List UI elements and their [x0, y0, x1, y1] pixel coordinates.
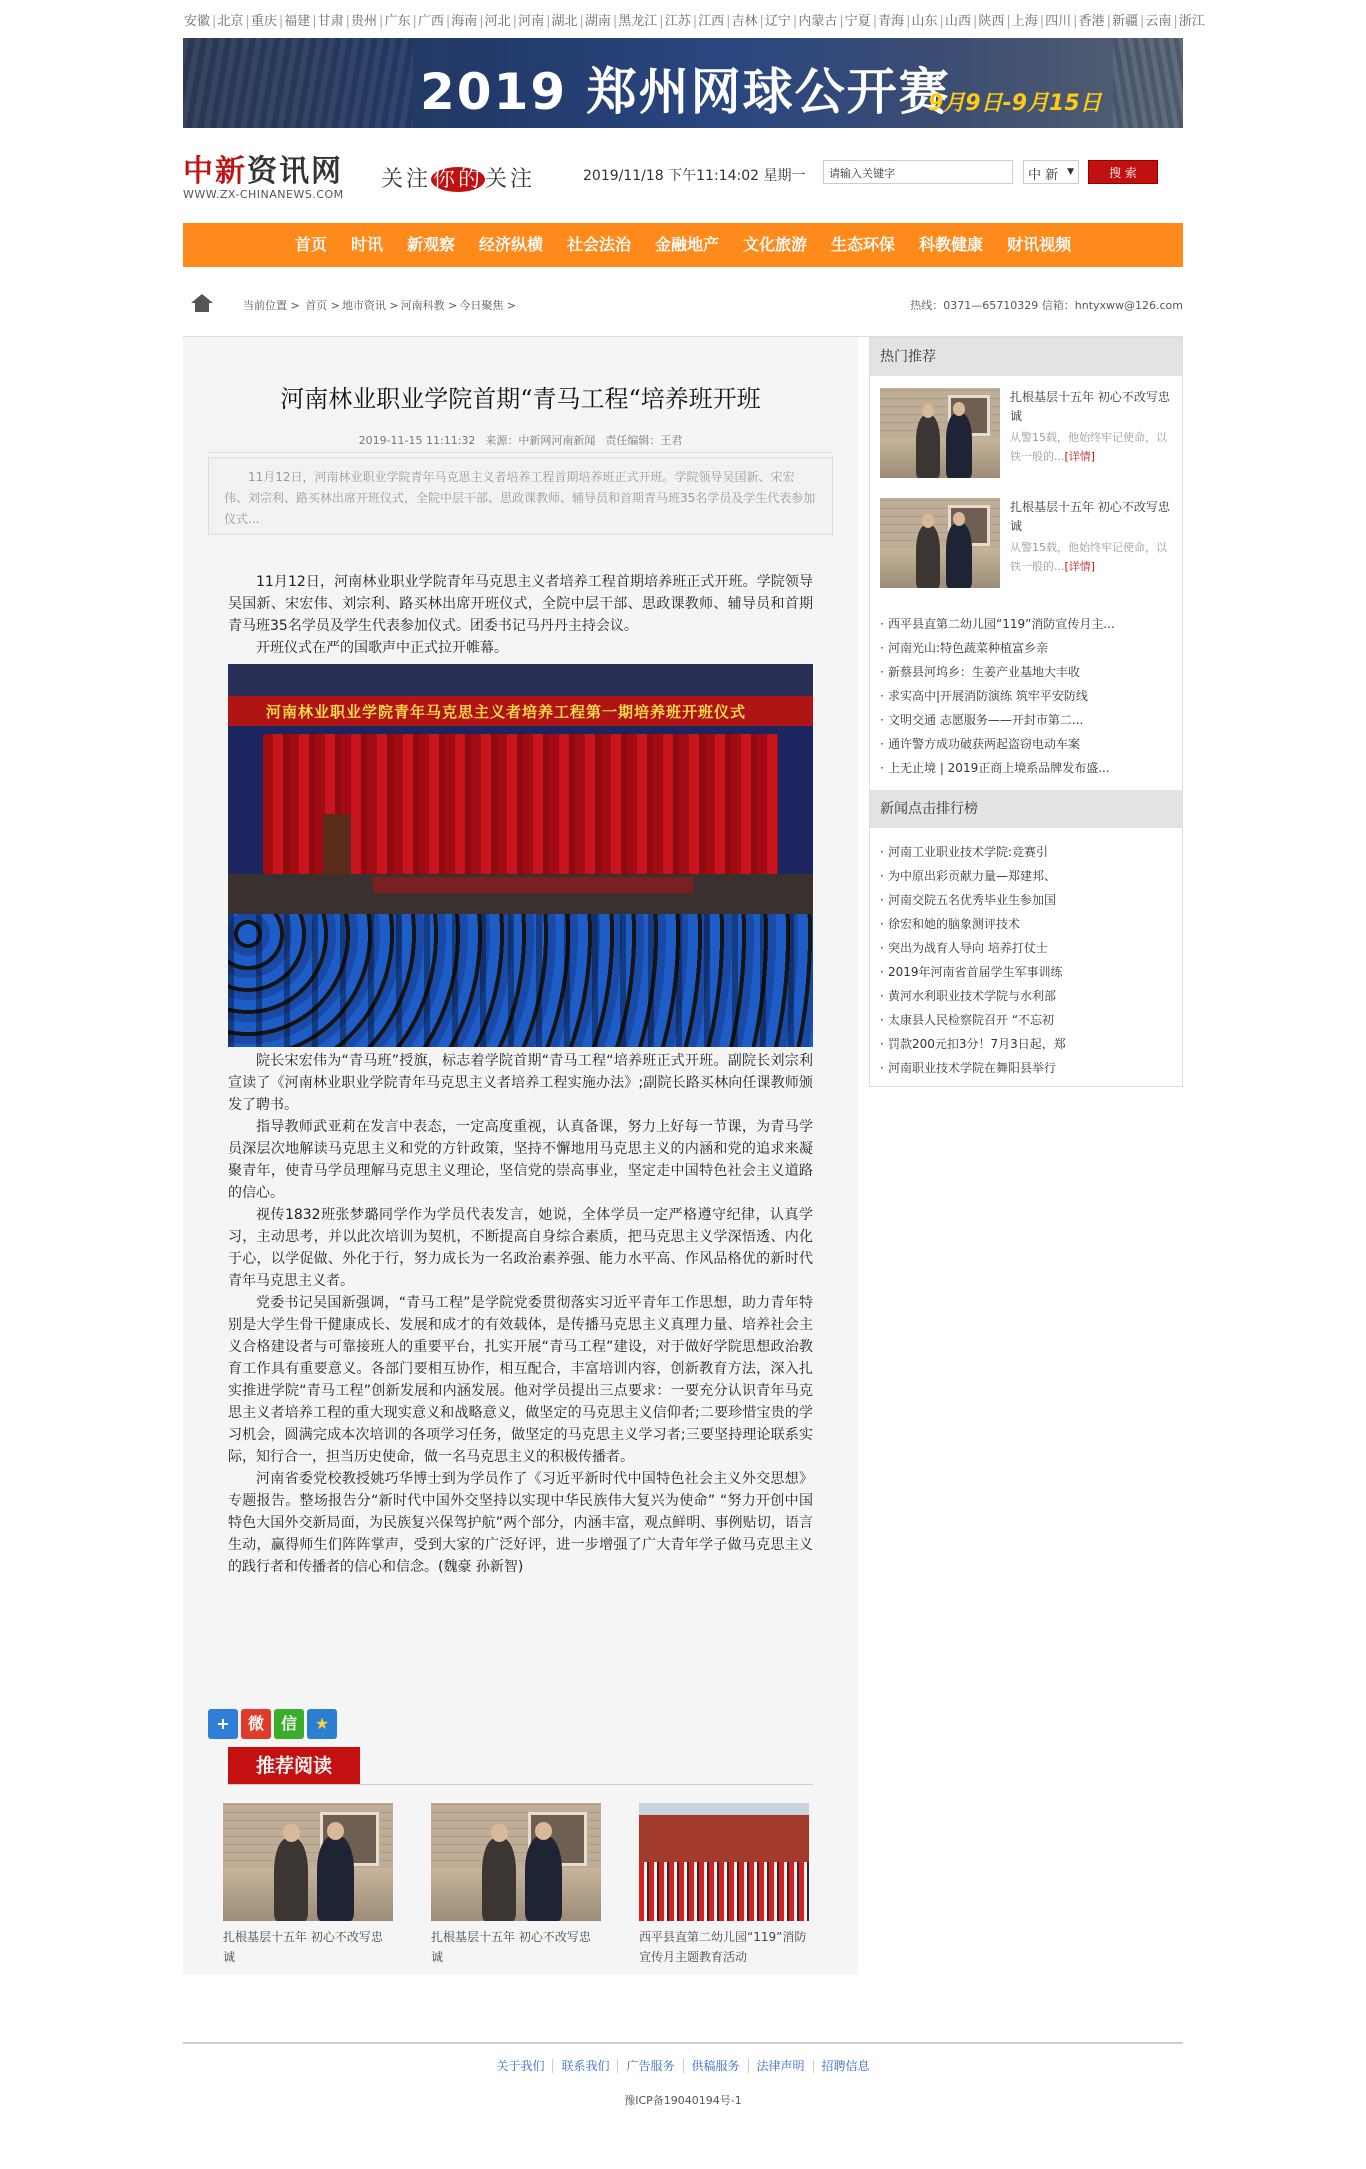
- recommend-caption[interactable]: 西平县直第二幼儿园“119”消防宣传月主题教育活动: [639, 1930, 807, 1964]
- nav-item[interactable]: 文化旅游: [743, 235, 808, 254]
- sidebar: [869, 337, 1183, 1087]
- ranking-list: [870, 828, 1182, 1080]
- hot-list-item[interactable]: · 西平县直第二幼儿园“119”消防宣传月主...: [880, 612, 1172, 636]
- hot-list: [870, 608, 1182, 790]
- detail-link[interactable]: [详情]: [1064, 560, 1096, 573]
- search-channel-select[interactable]: 中 新 ▼: [1023, 160, 1079, 184]
- province-link[interactable]: | 内蒙古: [792, 14, 838, 29]
- recommend-thumbnail[interactable]: [431, 1803, 601, 1921]
- article-date: 2019-11-15 11:11:32: [358, 434, 476, 447]
- province-link[interactable]: | 福建: [278, 14, 311, 29]
- article-paragraph: 视传1832班张梦璐同学作为学员代表发言，她说，全体学员一定严格遵守纪律，认真学习，主动思考，并以此次培训为契机，不断提高自身综合素质，把马克思主义学深悟透、内化于心，以学促做、外化于行，努力成长为一名政治素养强、能力水平高、作风品格优的新时代青年马克思主义者。: [228, 1207, 813, 1289]
- hot-list-item[interactable]: · 河南光山:特色蔬菜种植富乡亲: [880, 636, 1172, 660]
- province-link[interactable]: | 黑龙江: [612, 14, 658, 29]
- footer-links: [183, 2057, 1183, 2074]
- footer-link[interactable]: 联系我们: [552, 2059, 617, 2073]
- breadcrumb-label: 当前位置 >: [243, 299, 300, 312]
- footer-divider: [183, 2042, 1183, 2044]
- hot-list-item[interactable]: · 求实高中|开展消防演练 筑牢平安防线: [880, 684, 1172, 708]
- nav-item[interactable]: 生态环保: [831, 235, 896, 254]
- nav-item[interactable]: 财讯视频: [1007, 235, 1072, 254]
- click-ranking-title: 新闻点击排行榜: [870, 790, 1182, 828]
- province-link[interactable]: | 广西: [411, 14, 444, 29]
- nav-item[interactable]: 科教健康: [919, 235, 984, 254]
- wechat-icon[interactable]: 信: [274, 1709, 304, 1739]
- recommend-item[interactable]: [223, 1803, 393, 1967]
- breadcrumb-item[interactable]: 河南科教 >: [400, 299, 458, 312]
- province-link[interactable]: | 辽宁: [759, 14, 792, 29]
- hot-thumbnail[interactable]: [880, 388, 1000, 478]
- search-button[interactable]: 搜 索: [1088, 160, 1158, 184]
- nav-item[interactable]: 首页: [294, 235, 327, 254]
- province-link[interactable]: | 山东: [905, 14, 938, 29]
- province-link[interactable]: | 江西: [692, 14, 725, 29]
- breadcrumb-item[interactable]: 今日聚焦 >: [459, 299, 517, 312]
- hot-item[interactable]: [870, 498, 1182, 608]
- article-source: 来源：中新网河南新闻: [485, 434, 596, 447]
- hot-list-item[interactable]: · 上无止境 | 2019正商上境系品牌发布盛...: [880, 756, 1172, 780]
- article-body: [228, 571, 813, 1578]
- share-bar: [208, 1709, 340, 1739]
- nav-item[interactable]: 社会法治: [566, 235, 631, 254]
- logo-url: WWW.ZX-CHINANEWS.COM: [183, 188, 344, 201]
- photo-banner-text: 河南林业职业学院青年马克思主义者培养工程第一期培养班开班仪式: [266, 703, 747, 721]
- article-paragraph: 开班仪式在严的国歌声中正式拉开帷幕。: [256, 640, 508, 656]
- ranking-list-item[interactable]: · 为中原出彩贡献力量—郑建邦、: [880, 864, 1172, 888]
- recommend-thumbnail[interactable]: [639, 1803, 809, 1921]
- nav-item[interactable]: 新观察: [406, 235, 455, 254]
- footer-link[interactable]: 招聘信息: [813, 2059, 878, 2073]
- province-links: [183, 0, 1205, 38]
- province-link[interactable]: | 湖南: [578, 14, 611, 29]
- province-link[interactable]: | 吉林: [725, 14, 758, 29]
- hot-list-item[interactable]: · 文明交通 志愿服务——开封市第二...: [880, 708, 1172, 732]
- nav-item[interactable]: 时讯: [350, 235, 383, 254]
- breadcrumb-item[interactable]: 地市资讯 >: [341, 299, 399, 312]
- weibo-icon[interactable]: 微: [241, 1709, 271, 1739]
- province-link[interactable]: | 北京: [211, 14, 244, 29]
- banner-decoration-right: [1113, 38, 1183, 128]
- province-link[interactable]: | 山西: [939, 14, 972, 29]
- site-header: [183, 128, 1183, 223]
- hot-list-item[interactable]: · 新蔡县河坞乡：生姜产业基地大丰收: [880, 660, 1172, 684]
- home-icon[interactable]: [191, 294, 213, 312]
- hot-recommend-title: 热门推荐: [870, 338, 1182, 376]
- recommend-thumbnail[interactable]: [223, 1803, 393, 1921]
- slogan: 关注你的关注: [381, 167, 536, 192]
- ranking-list-item[interactable]: · 徐宏和她的脑象测评技术: [880, 912, 1172, 936]
- banner-dates: 9月9日-9月15日: [928, 91, 1102, 116]
- nav-item[interactable]: 经济纵横: [478, 235, 543, 254]
- province-link[interactable]: | 青海: [872, 14, 905, 29]
- footer-link[interactable]: 广告服务: [617, 2059, 682, 2073]
- province-link[interactable]: | 江苏: [658, 14, 691, 29]
- province-link[interactable]: | 云南: [1139, 14, 1172, 29]
- article-editor: 责任编辑：王君: [605, 434, 683, 447]
- hot-list-item[interactable]: · 通许警方成功破获两起盗窃电动车案: [880, 732, 1172, 756]
- province-link[interactable]: | 宁夏: [838, 14, 871, 29]
- recommend-title: 推荐阅读: [228, 1747, 360, 1785]
- recommend-caption[interactable]: 扎根基层十五年 初心不改写忠诚: [431, 1930, 591, 1964]
- hot-thumbnail[interactable]: [880, 498, 1000, 588]
- province-link[interactable]: | 河南: [512, 14, 545, 29]
- article-paragraph: 党委书记吴国新强调，“青马工程”是学院党委贯彻落实习近平青年工作思想，助力青年特别是大学生骨干健康成长、发展和成才的有效载体，是传播马克思主义真理力量、培养社会主义合格建设者与可靠接班人的重要平台，扎实开展“青马工程”建设，对于做好学院思想政治教育工作具有重要意义。各部门要相互协作，相互配合，丰富培训内容，创新教育方法，深入扎实推进学院“青马工程”创新发展和内涵发展。他对学员提出三点要求：一要充分认识青年马克思主义者培养工程的重大现实意义和战略意义，做坚定的马克思主义信仰者;二要珍惜宝贵的学习机会，圆满完成本次培训的各项学习任务，做坚定的马克思主义学习者;三要坚持理论联系实际，知行合一，担当历史使命，做一名马克思主义的积极传播者。: [228, 1295, 813, 1465]
- ranking-list-item[interactable]: · 河南工业职业技术学院:竞赛引: [880, 840, 1172, 864]
- site-logo[interactable]: [183, 146, 344, 201]
- hot-item-title[interactable]: 扎根基层十五年 初心不改写忠诚: [1010, 390, 1170, 423]
- tennis-open-banner[interactable]: [183, 38, 1183, 128]
- ranking-list-item[interactable]: · 太康县人民检察院召开 “不忘初: [880, 1008, 1172, 1032]
- ranking-list-item[interactable]: · 河南职业技术学院在舞阳县举行: [880, 1056, 1172, 1080]
- hot-item-desc: 从警15载，他始终牢记使命，以铁一般的...[详情]: [1010, 541, 1167, 573]
- icp-number: 豫ICP备19040194号-1: [624, 2094, 742, 2107]
- article-paragraph: 11月12日，河南林业职业学院青年马克思主义者培养工程首期培养班正式开班。学院领导吴国新、宋宏伟、刘宗利、路买林出席开班仪式，全院中层干部、思政课教师、辅导员和首期青马班35名学员及学生代表参加仪式。团委书记马丹丹主持会议。: [228, 574, 813, 634]
- province-link[interactable]: | 甘肃: [311, 14, 344, 29]
- article-column: [183, 337, 858, 1975]
- article-paragraph: 院长宋宏伟为“青马班”授旗，标志着学院首期“青马工程“培养班正式开班。副院长刘宗利宣读了《河南林业职业学院青年马克思主义者培养工程实施办法》;副院长路买林向任课教师颁发了聘书。: [228, 1053, 813, 1113]
- breadcrumb-item[interactable]: 首页 >: [305, 299, 340, 312]
- ranking-list-item[interactable]: · 突出为战育人导向 培养打仗士: [880, 936, 1172, 960]
- recommend-item[interactable]: [639, 1803, 809, 1967]
- province-link[interactable]: | 香港: [1072, 14, 1105, 29]
- ranking-list-item[interactable]: · 黄河水利职业技术学院与水利部: [880, 984, 1172, 1008]
- detail-link[interactable]: [详情]: [1064, 450, 1096, 463]
- province-link[interactable]: | 陕西: [972, 14, 1005, 29]
- hot-item-title[interactable]: 扎根基层十五年 初心不改写忠诚: [1010, 500, 1170, 533]
- province-link[interactable]: | 重庆: [244, 14, 277, 29]
- province-link[interactable]: | 河北: [478, 14, 511, 29]
- article-meta: [183, 432, 858, 448]
- share-more-icon[interactable]: +: [208, 1709, 238, 1739]
- search-input[interactable]: 请输入关键字: [823, 160, 1013, 184]
- footer-link[interactable]: 关于我们: [496, 2059, 545, 2073]
- breadcrumb: [243, 297, 520, 313]
- divider: [208, 452, 833, 453]
- qzone-icon[interactable]: ★: [307, 1709, 337, 1739]
- province-link[interactable]: | 四川: [1039, 14, 1072, 29]
- province-link[interactable]: | 贵州: [345, 14, 378, 29]
- slogan-highlight: 你的: [433, 167, 484, 192]
- article-paragraph: 河南省委党校教授姚巧华博士到为学员作了《习近平新时代中国特色社会主义外交思想》专题报告。整场报告分“新时代中国外交坚持以实现中华民族伟大复兴为使命” “努力开创中国特色大国外交新局面，为民族复兴保驾护航”两个部分，内涵丰富，观点鲜明、事例贴切，语言生动，赢得师生们阵阵掌声，受到大家的广泛好评，进一步增强了广大青年学子做马克思主义的践行者和传播者的信心和信念。(魏豪 孙新智): [228, 1471, 813, 1575]
- ceremony-photo: [228, 664, 813, 1047]
- article-paragraph: 指导教师武亚莉在发言中表态，一定高度重视，认真备课，努力上好每一节课，为青马学员深层次地解读马克思主义和党的方针政策，坚持不懈地用马克思主义的内涵和党的追求来凝聚青年，使青马学员理解马克思主义理论，坚信党的崇高事业，坚定走中国特色社会主义道路的信心。: [228, 1119, 813, 1201]
- breadcrumb-bar: [183, 267, 1183, 337]
- contact-info: 热线：0371—65710329 信箱：hntyxww@126.com: [910, 299, 1183, 312]
- footer-link[interactable]: 供稿服务: [683, 2059, 748, 2073]
- footer-link[interactable]: 法律声明: [748, 2059, 813, 2073]
- ranking-list-item[interactable]: · 2019年河南省首届学生军事训练: [880, 960, 1172, 984]
- logo-text-dark: 资讯网: [247, 154, 343, 189]
- hot-item[interactable]: [870, 388, 1182, 498]
- current-datetime: 2019/11/18 下午11:14:02 星期一: [583, 168, 806, 184]
- province-link[interactable]: | 新疆: [1106, 14, 1139, 29]
- province-link[interactable]: | 广东: [378, 14, 411, 29]
- banner-decoration: [183, 38, 413, 128]
- main-nav: [183, 223, 1183, 267]
- divider: [228, 1784, 813, 1785]
- province-link[interactable]: 安徽: [184, 14, 211, 29]
- province-link[interactable]: | 浙江: [1172, 14, 1205, 29]
- ranking-list-item[interactable]: · 河南交院五名优秀毕业生参加国: [880, 888, 1172, 912]
- article-title: 河南林业职业学院首期“青马工程“培养班开班: [280, 385, 761, 413]
- banner-title: 2019 郑州网球公开赛: [420, 63, 951, 121]
- hot-item-desc: 从警15载，他始终牢记使命，以铁一般的...[详情]: [1010, 431, 1167, 463]
- recommend-item[interactable]: [431, 1803, 601, 1967]
- nav-item[interactable]: 金融地产: [655, 235, 720, 254]
- ranking-list-item[interactable]: · 罚款200元扣3分！7月3日起，郑: [880, 1032, 1172, 1056]
- recommend-caption[interactable]: 扎根基层十五年 初心不改写忠诚: [223, 1930, 383, 1964]
- logo-text-red: 中新: [183, 154, 247, 189]
- province-link[interactable]: | 海南: [445, 14, 478, 29]
- article-summary: 11月12日，河南林业职业学院青年马克思主义者培养工程首期培养班正式开班。学院领导吴国新、宋宏伟、刘宗利、路买林出席开班仪式，全院中层干部、思政课教师、辅导员和首期青马班35名学员及学生代表参加仪式...: [208, 457, 833, 535]
- province-link[interactable]: | 上海: [1005, 14, 1038, 29]
- province-link[interactable]: | 湖北: [545, 14, 578, 29]
